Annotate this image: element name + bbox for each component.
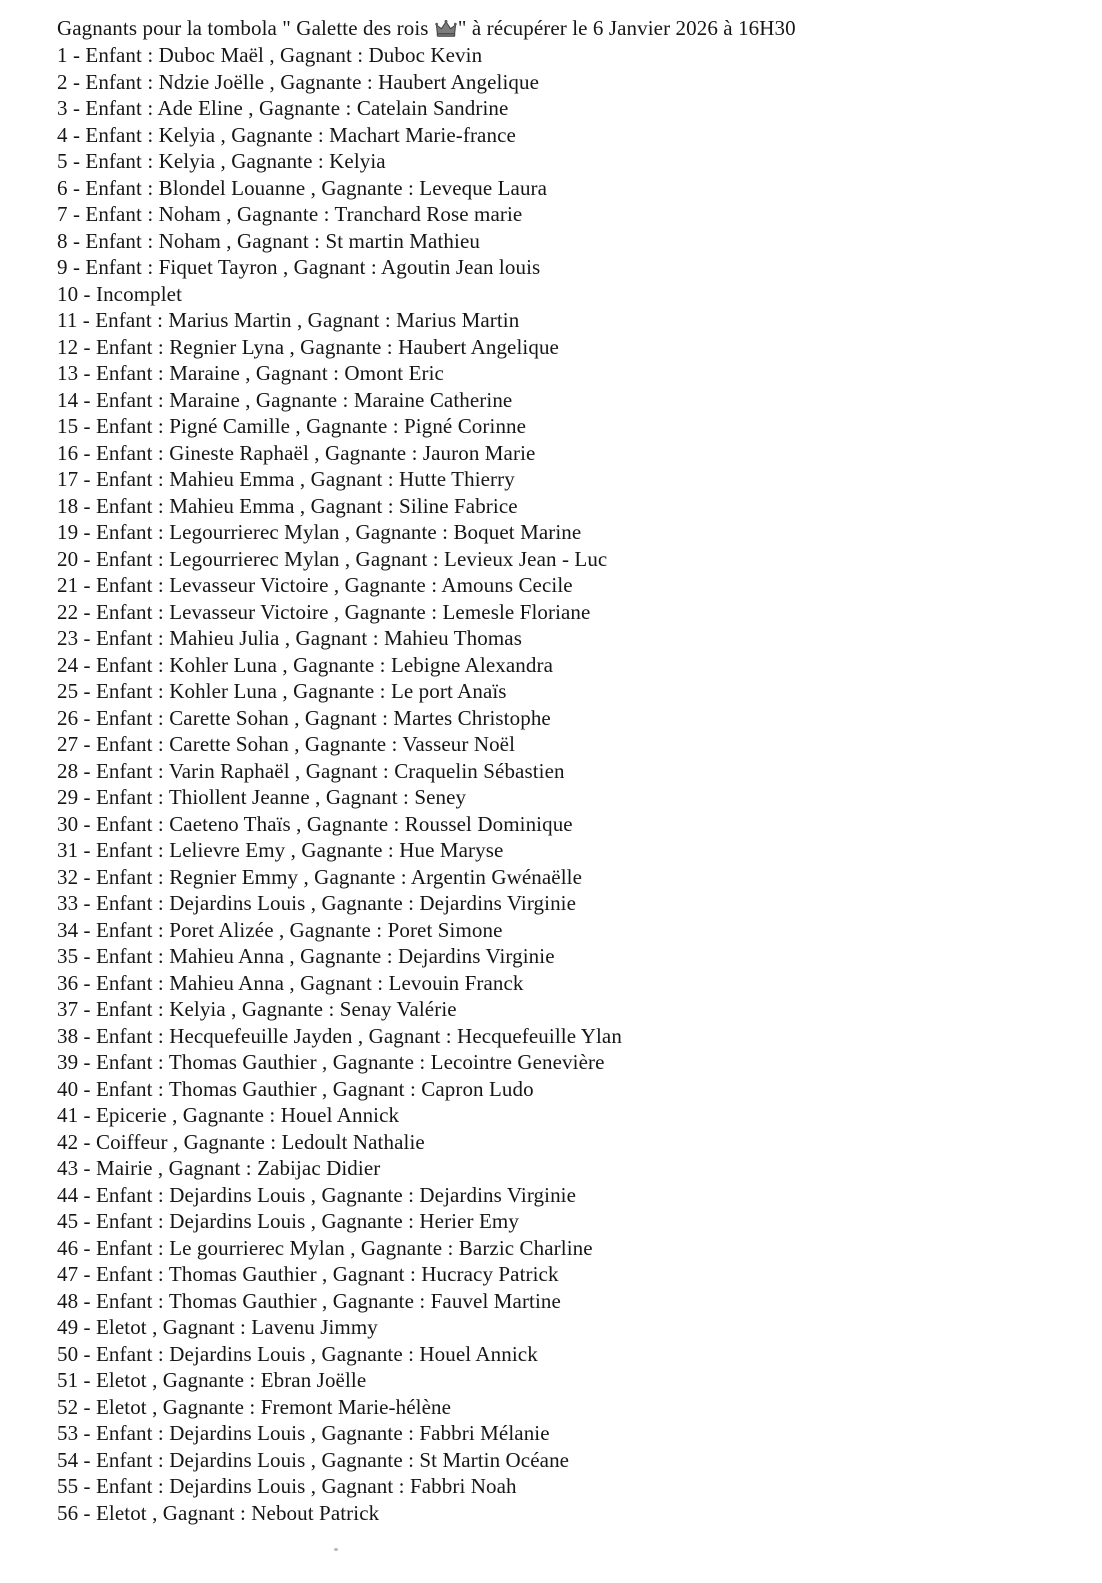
winner-list-item: 1 - Enfant : Duboc Maël , Gagnant : Duboc Kevin — [57, 43, 483, 67]
winner-list-item: 22 - Enfant : Levasseur Victoire , Gagnante : Lemesle Floriane — [57, 599, 591, 624]
winner-list-item: 52 - Eletot , Gagnante : Fremont Marie-hélène — [57, 1394, 452, 1419]
winner-list-item: 48 - Enfant : Thomas Gauthier , Gagnante : Fauvel Martine — [57, 1288, 561, 1313]
winner-list-item: 3 - Enfant : Ade Eline , Gagnante : Catelain Sandrine — [57, 96, 509, 120]
winner-list-item: 20 - Enfant : Legourrierec Mylan , Gagnant : Levieux Jean - Luc — [57, 546, 608, 571]
crown-icon — [435, 19, 457, 38]
winner-list-item: 41 - Epicerie , Gagnante : Houel Annick — [57, 1103, 400, 1127]
winner-list-item: 33 - Enfant : Dejardins Louis , Gagnante : Dejardins Virginie — [57, 891, 577, 915]
winner-list-item: 49 - Eletot , Gagnant : Lavenu Jimmy — [57, 1315, 378, 1339]
winner-list-item: 54 - Enfant : Dejardins Louis , Gagnante : St Martin Océane — [57, 1447, 570, 1472]
winner-list-item: 21 - Enfant : Levasseur Victoire , Gagnante : Amouns Cecile — [57, 573, 573, 597]
winner-list-item: 42 - Coiffeur , Gagnante : Ledoult Nathalie — [57, 1129, 425, 1154]
winner-list-item: 29 - Enfant : Thiollent Jeanne , Gagnant : Seney — [57, 785, 467, 809]
title-text-after: " à récupérer le 6 Janvier 2026 à 16H30 — [457, 16, 796, 40]
winner-list-item: 14 - Enfant : Maraine , Gagnante : Maraine Catherine — [57, 387, 513, 412]
winner-list-item: 10 - Incomplet — [57, 281, 183, 306]
winner-list-item: 23 - Enfant : Mahieu Julia , Gagnant : Mahieu Thomas — [57, 626, 522, 650]
winner-list-item: 34 - Enfant : Poret Alizée , Gagnante : Poret Simone — [57, 917, 503, 942]
winner-list-item: 46 - Enfant : Le gourrierec Mylan , Gagnante : Barzic Charline — [57, 1235, 593, 1260]
winner-list-item: 26 - Enfant : Carette Sohan , Gagnant : Martes Christophe — [57, 705, 551, 730]
winner-list-item: 47 - Enfant : Thomas Gauthier , Gagnant : Hucracy Patrick — [57, 1262, 559, 1286]
winner-list-item: 5 - Enfant : Kelyia , Gagnante : Kelyia — [57, 149, 386, 173]
winner-list-item: 2 - Enfant : Ndzie Joëlle , Gagnante : Haubert Angelique — [57, 69, 540, 94]
winner-list-item: 16 - Enfant : Gineste Raphaël , Gagnante : Jauron Marie — [57, 440, 536, 465]
winner-list-item: 15 - Enfant : Pigné Camille , Gagnante : Pigné Corinne — [57, 414, 527, 438]
winner-list-item: 51 - Eletot , Gagnante : Ebran Joëlle — [57, 1368, 367, 1392]
page-title — [57, 15, 1072, 42]
winner-list-item: 37 - Enfant : Kelyia , Gagnante : Senay Valérie — [57, 997, 457, 1021]
winner-list-item: 8 - Enfant : Noham , Gagnant : St martin Mathieu — [57, 228, 480, 253]
winner-list-item: 43 - Mairie , Gagnant : Zabijac Didier — [57, 1156, 381, 1180]
winner-list-item: 38 - Enfant : Hecquefeuille Jayden , Gagnant : Hecquefeuille Ylan — [57, 1023, 622, 1048]
winner-list-item: 12 - Enfant : Regnier Lyna , Gagnante : Haubert Angelique — [57, 334, 559, 359]
winner-list-item: 24 - Enfant : Kohler Luna , Gagnante : Lebigne Alexandra — [57, 652, 554, 677]
winner-list-item: 45 - Enfant : Dejardins Louis , Gagnante : Herier Emy — [57, 1209, 519, 1233]
winner-list-item: 27 - Enfant : Carette Sohan , Gagnante : Vasseur Noël — [57, 732, 516, 756]
winner-list-item: 4 - Enfant : Kelyia , Gagnante : Machart Marie-france — [57, 122, 516, 147]
winners-list — [57, 42, 1072, 1526]
title-text-before: Gagnants pour la tombola " Galette des rois — [57, 16, 434, 40]
winner-list-item: 30 - Enfant : Caeteno Thaïs , Gagnante : Roussel Dominique — [57, 811, 573, 836]
winner-list-item: 19 - Enfant : Legourrierec Mylan , Gagnante : Boquet Marine — [57, 520, 582, 544]
winner-list-item: 28 - Enfant : Varin Raphaël , Gagnant : Craquelin Sébastien — [57, 758, 565, 783]
winner-list-item: 25 - Enfant : Kohler Luna , Gagnante : Le port Anaïs — [57, 679, 507, 703]
winner-list-item: 44 - Enfant : Dejardins Louis , Gagnante : Dejardins Virginie — [57, 1182, 577, 1207]
scan-artifact-dot — [334, 1548, 338, 1551]
winner-list-item: 50 - Enfant : Dejardins Louis , Gagnante : Houel Annick — [57, 1341, 538, 1366]
winner-list-item: 17 - Enfant : Mahieu Emma , Gagnant : Hutte Thierry — [57, 467, 515, 491]
winner-list-item: 39 - Enfant : Thomas Gauthier , Gagnante : Lecointre Genevière — [57, 1050, 605, 1074]
winner-list-item: 9 - Enfant : Fiquet Tayron , Gagnant : Agoutin Jean louis — [57, 255, 541, 279]
winner-list-item: 6 - Enfant : Blondel Louanne , Gagnante : Leveque Laura — [57, 175, 548, 200]
winner-list-item: 13 - Enfant : Maraine , Gagnant : Omont Eric — [57, 361, 444, 385]
winner-list-item: 32 - Enfant : Regnier Emmy , Gagnante : Argentin Gwénaëlle — [57, 864, 583, 889]
winner-list-item: 36 - Enfant : Mahieu Anna , Gagnant : Levouin Franck — [57, 970, 524, 995]
winner-list-item: 55 - Enfant : Dejardins Louis , Gagnant : Fabbri Noah — [57, 1474, 517, 1498]
winner-list-item: 56 - Eletot , Gagnant : Nebout Patrick — [57, 1500, 380, 1525]
winner-list-item: 11 - Enfant : Marius Martin , Gagnant : Marius Martin — [57, 308, 520, 332]
winner-list-item: 31 - Enfant : Lelievre Emy , Gagnante : Hue Maryse — [57, 838, 504, 862]
winner-list-item: 40 - Enfant : Thomas Gauthier , Gagnant : Capron Ludo — [57, 1076, 534, 1101]
winner-list-item: 35 - Enfant : Mahieu Anna , Gagnante : Dejardins Virginie — [57, 944, 555, 968]
winner-list-item: 7 - Enfant : Noham , Gagnante : Tranchard Rose marie — [57, 202, 523, 226]
winner-list-item: 53 - Enfant : Dejardins Louis , Gagnante : Fabbri Mélanie — [57, 1421, 550, 1445]
winner-list-item: 18 - Enfant : Mahieu Emma , Gagnant : Siline Fabrice — [57, 493, 518, 518]
